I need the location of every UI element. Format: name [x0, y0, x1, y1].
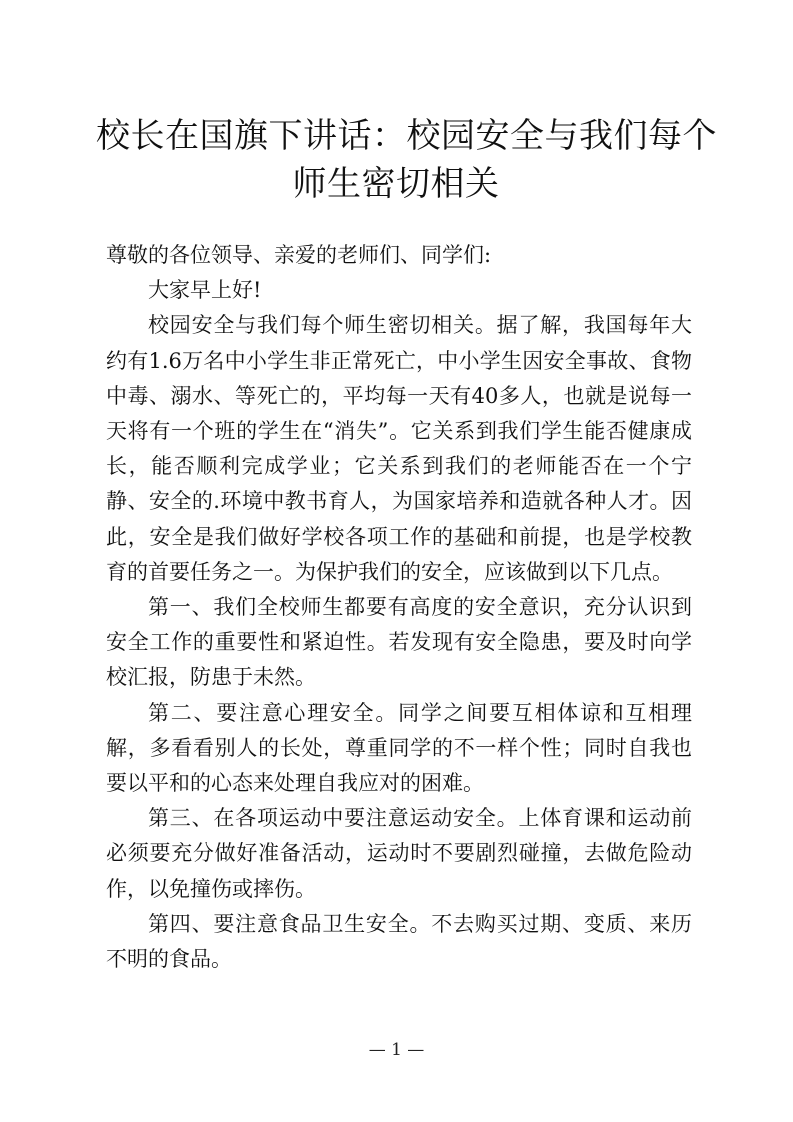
document-body [106, 238, 692, 977]
paragraph-third-point: 第三、在各项运动中要注意运动安全。上体育课和运动前必须要充分做好准备活动，运动时不要剧烈碰撞，去做危险动作，以免撞伤或摔伤。 [106, 806, 692, 901]
paragraph-second-point: 第二、要注意心理安全。同学之间要互相体谅和互相理解，多看看别人的长处，尊重同学的不一样个性；同时自我也要以平和的心态来处理自我应对的困难。 [106, 700, 692, 796]
greeting: 大家早上好! [148, 278, 262, 303]
salutation: 尊敬的各位领导、亲爱的老师们、同学们: [106, 243, 492, 267]
paragraph-fourth-point: 第四、要注意食品卫生安全。不去购买过期、变质、来历不明的食品。 [106, 911, 692, 972]
document-title [96, 112, 717, 208]
paragraph-first-point: 第一、我们全校师生都要有高度的安全意识，充分认识到安全工作的重要性和紧迫性。若发现有安全隐患，要及时向学校汇报，防患于未然。 [106, 595, 692, 690]
page-number: — 1 — [368, 1040, 425, 1060]
paragraph-intro: 校园安全与我们每个师生密切相关。据了解，我国每年大约有1.6万名中小学生非正常死亡，中小学生因安全事故、食物中毒、溺水、等死亡的，平均每一天有40多人，也就是说每一天将有一个班的学生在“消失”。它关系到我们学生能否健康成长，能否顺利完成学业；它关系到我们的老师能否在一个宁静、安全的.环境中教书育人，为国家培养和造就各种人才。因此，安全是我们做好学校各项工作的基础和前提，也是学校教育的首要任务之一。为保护我们的安全，应该做到以下几点。 [106, 313, 692, 584]
title-line-1: 校长在国旗下讲话：校园安全与我们每个 [96, 116, 717, 156]
title-line-2: 师生密切相关 [292, 164, 500, 204]
